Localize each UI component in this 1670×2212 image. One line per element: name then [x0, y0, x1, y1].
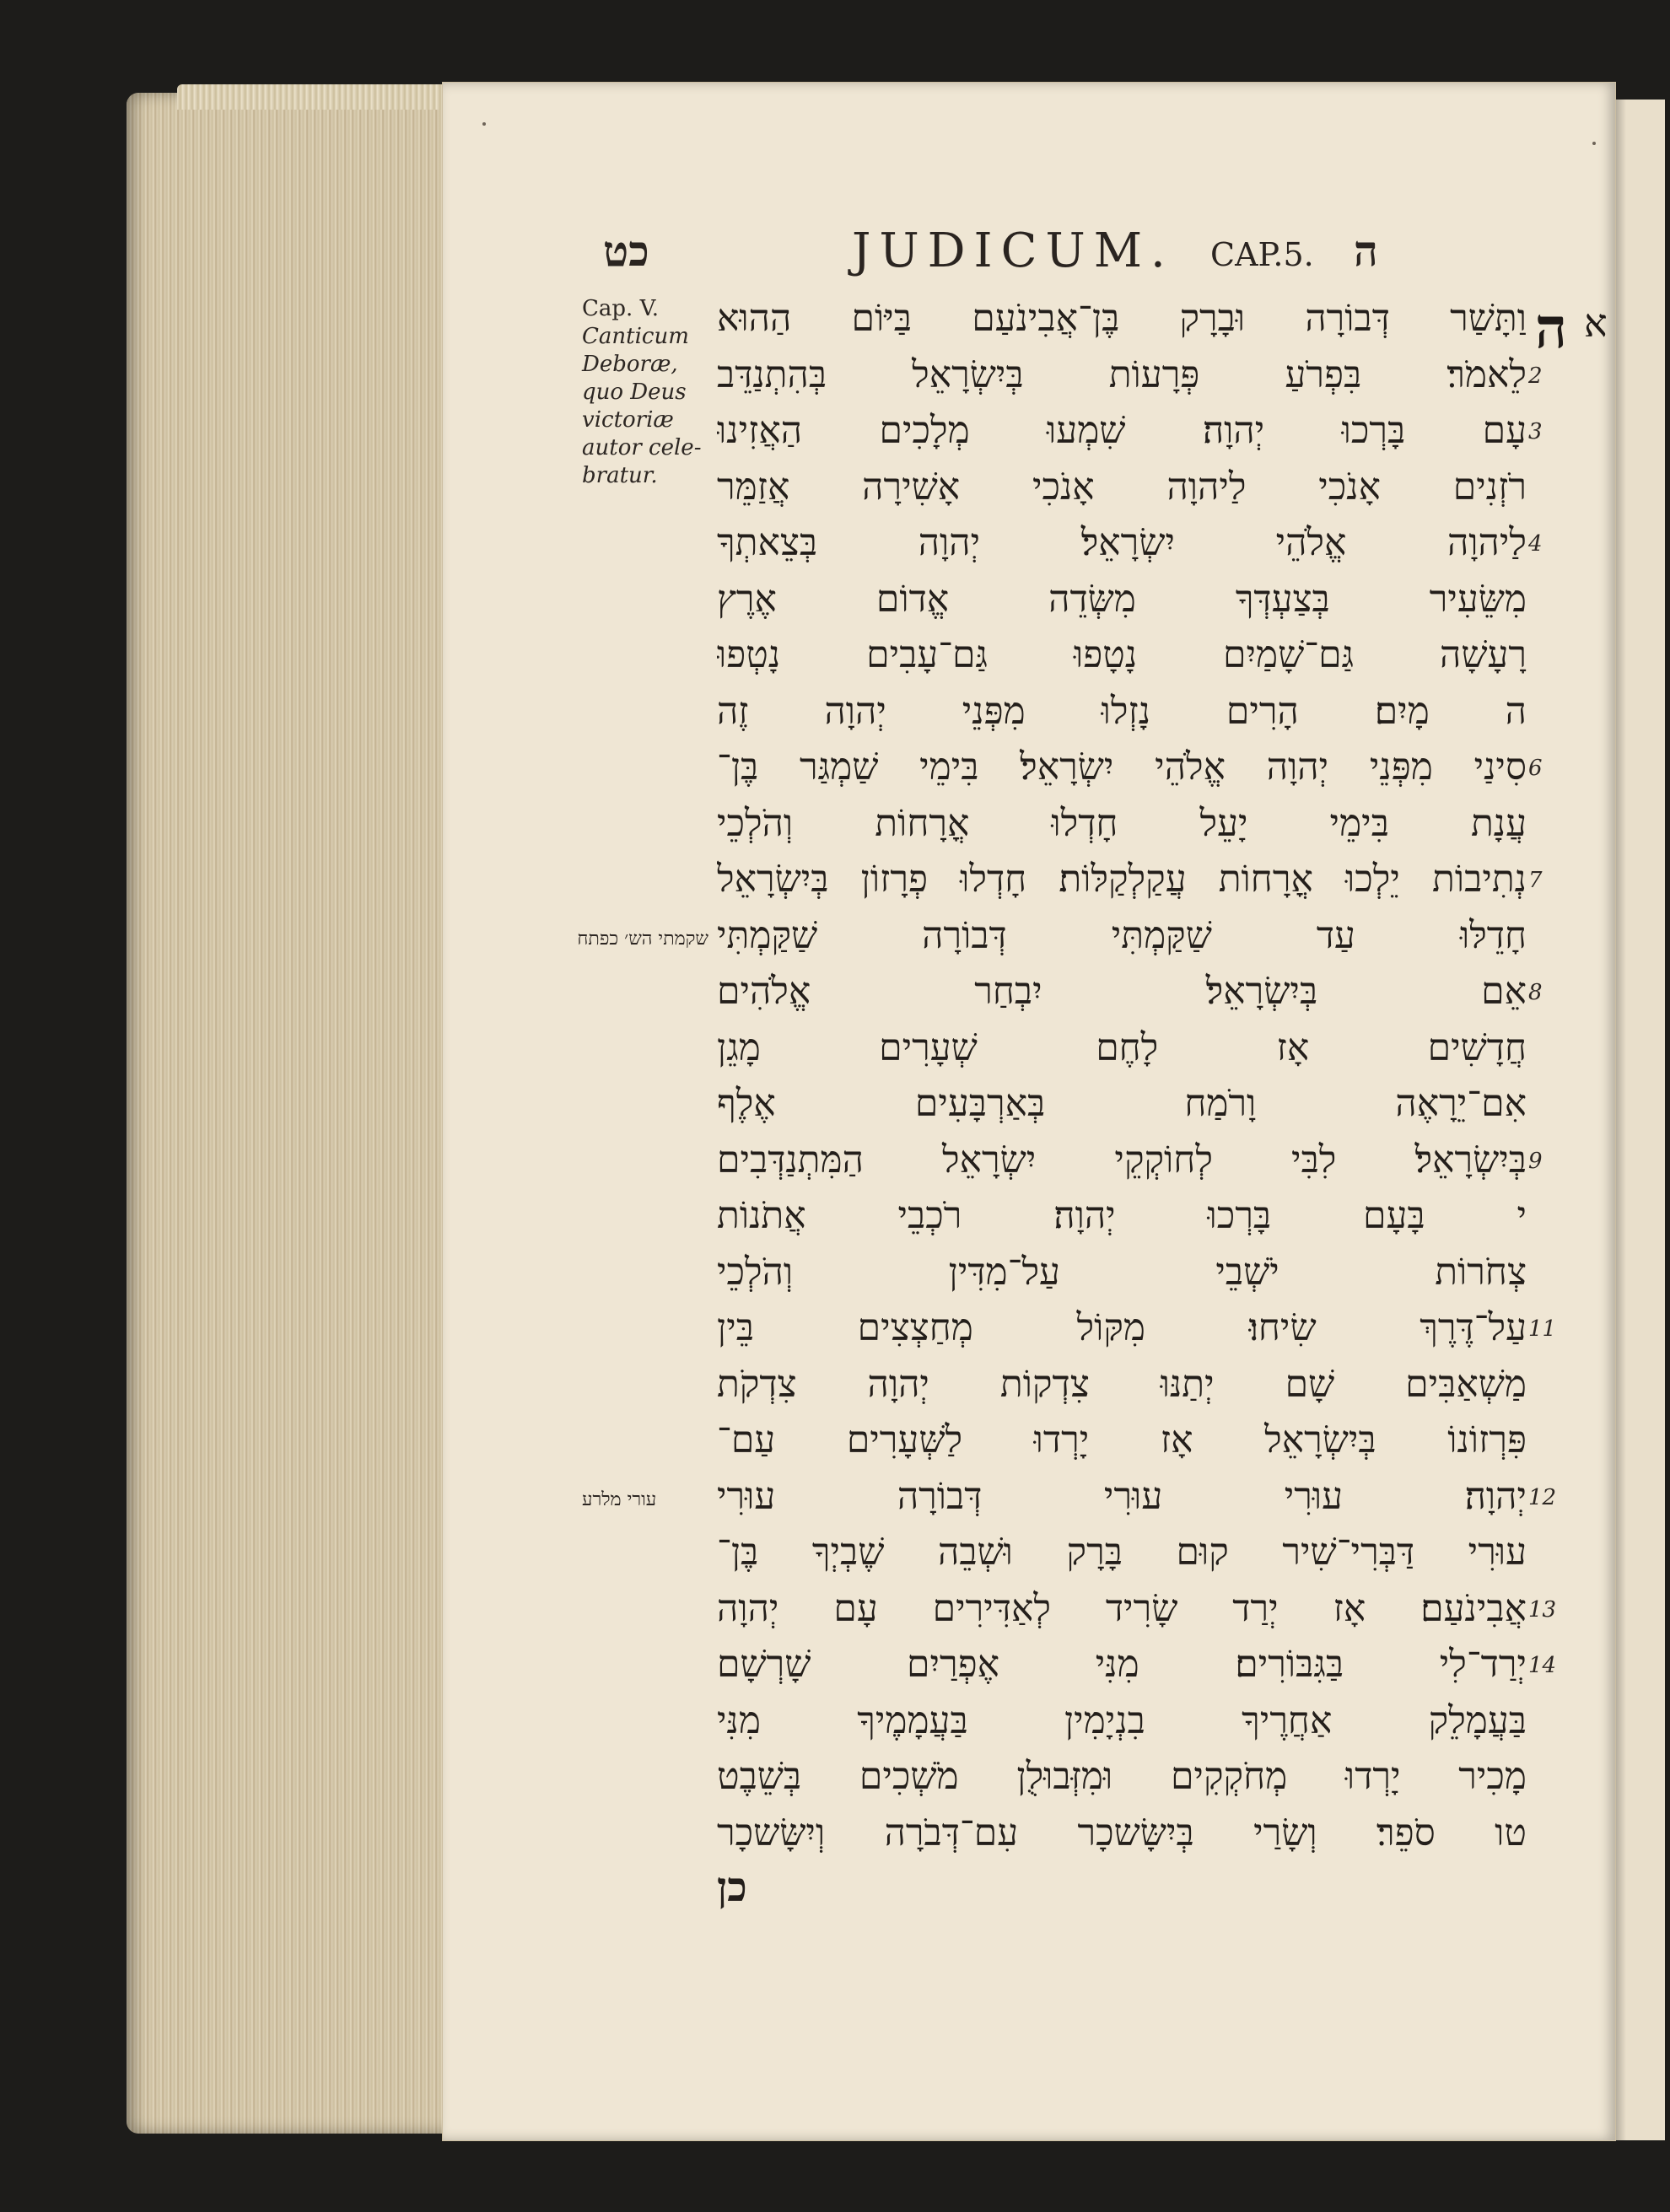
- text-line: י בָּעָם בָּרְכוּ יְהוָה׃ רֹכְבֵי אֲתֹנוֹת: [717, 1194, 1527, 1237]
- text-line: בַּעֲמָלֵק אַחֲרֶיךָ בִנְיָמִין בַּעֲמָמֶיךָ מִנִּי: [717, 1698, 1527, 1742]
- verse-number: 2: [1528, 363, 1543, 389]
- text-line: טו סֹפֵר׃ וְשָׂרַי בְּיִשָּׂשכָר עִם־דְּבֹרָה וְיִשָּׂשכָר: [717, 1811, 1527, 1854]
- chapter-letter-hebrew: ה: [1354, 226, 1378, 276]
- margin-line: Canticum: [582, 324, 689, 349]
- text-line: מַשְׁאַבִּים שָׁם יְתַנּוּ צִדְקוֹת יְהוָה צִדְקֹת: [717, 1362, 1527, 1406]
- verse-number: 6: [1528, 756, 1543, 781]
- text-line: לַיהוָה אֱלֹהֵי יִשְׂרָאֵל׃ יְהוָה בְּצֵאתְךָ: [717, 521, 1527, 564]
- margin-line: autor cele-: [582, 435, 702, 460]
- text-line: חָדֵלּוּ עַד שַׁקַּמְתִּי דְּבוֹרָה שַׁקַּמְתִּי: [717, 913, 1527, 957]
- verse-number: 3: [1528, 419, 1543, 444]
- running-title: JUDICUM.: [852, 223, 1174, 278]
- folio-number-hebrew: כט: [603, 226, 649, 276]
- text-line: עָם בָּרְכוּ יְהוָה׃ שִׁמְעוּ מְלָכִים הַאֲזִינוּ: [717, 409, 1527, 452]
- facing-page-edge: [1613, 100, 1665, 2140]
- text-line: חֲדָשִׁים אָז לָחֶם שְׁעָרִים מָגֵן: [717, 1025, 1527, 1069]
- verse-number: 4: [1528, 531, 1543, 557]
- text-line: רֹזְנִים אָנֹכִי לַיהוָה אָנֹכִי אָשִׁירָה אֲזַמֵּר: [717, 465, 1527, 509]
- text-line: סִינַי מִפְּנֵי יְהוָה אֱלֹהֵי יִשְׂרָאֵל׃ בִּימֵי שַׁמְגַּר בֶּן־: [717, 745, 1527, 788]
- text-line: ה מָיִם׃ הָרִים נָזְלוּ מִפְּנֵי יְהוָה זֶה: [717, 689, 1527, 733]
- text-line: מָכִיר יָרְדוּ מְחֹקְקִים וּמִזְּבוּלֻן מֹשְׁכִים בְּשֵׁבֶט: [717, 1755, 1527, 1798]
- ink-speck: [1592, 142, 1596, 145]
- verse-number: 14: [1528, 1653, 1557, 1678]
- text-line: אִם־יֵרָאֶה וָרֹמַח בְּאַרְבָּעִים אֶלֶף: [717, 1082, 1527, 1125]
- latin-margin-summary: [582, 295, 717, 490]
- verse-number: 11: [1528, 1316, 1557, 1342]
- text-line: לֵאמֹר׃ בִּפְרֹעַ פְּרָעוֹת בְּיִשְׂרָאֵל בְּהִתְנַדֵּב: [717, 353, 1527, 396]
- text-line: וַתָּשַׁר דְּבוֹרָה וּבָרָק בֶּן־אֲבִינֹעַם בַּיּוֹם הַהוּא: [717, 297, 1527, 340]
- chapter-label: CAP.5.: [1210, 236, 1314, 273]
- verse-number: 7: [1528, 868, 1543, 893]
- verse-one-marker: א: [1584, 300, 1608, 346]
- text-line: אֲבִינֹעַם׃ אָז יְרַד שָׂרִיד לְאַדִּירִים עָם יְהוָה: [717, 1586, 1527, 1630]
- page-edges: [127, 93, 455, 2134]
- margin-line: Deboræ,: [582, 352, 678, 377]
- text-line: מִשֵּׂעִיר בְּצַעְדְּךָ מִשְּׂדֵה אֱדוֹם אֶרֶץ: [717, 577, 1527, 621]
- margin-line: victoriæ: [582, 407, 674, 433]
- text-line: עוּרִי דַּבְּרִי־שִׁיר קוּם בָּרָק וּשְׁבֵה שֶׁבְיְךָ בֶּן־: [717, 1531, 1527, 1574]
- ink-speck: [482, 122, 486, 126]
- text-line: עֲנָת בִּימֵי יָעֵל חָדְלוּ אֳרָחוֹת וְהֹלְכֵי: [717, 801, 1527, 845]
- text-line: יְהוָה׃ עוּרִי עוּרִי דְּבוֹרָה עוּרִי: [717, 1474, 1527, 1518]
- text-line: עַל־דֶּרֶךְ שִׂיחוּ׃ מִקּוֹל מְחַצְצִים בֵּין: [717, 1306, 1527, 1349]
- marginal-reading: עורי מלרע: [582, 1488, 657, 1510]
- text-line: בְּיִשְׂרָאֵל׃ לִבִּי לְחוֹקְקֵי יִשְׂרָאֵל הַמִּתְנַדְּבִים: [717, 1138, 1527, 1181]
- catchword: כן: [717, 1864, 747, 1911]
- margin-chapter-lead: Cap. V.: [582, 296, 660, 321]
- text-line: יְרַד־לִי בַּגִּבּוֹרִים׃ מִנִּי אֶפְרַיִם שָׁרְשָׁם: [717, 1643, 1527, 1686]
- text-line: נְתִיבוֹת יֵלְכוּ אֳרָחוֹת עֲקַלְקַלּוֹת׃ חָדְלוּ פְרָזוֹן בְּיִשְׂרָאֵל: [717, 858, 1527, 901]
- text-line: צְחֹרוֹת יֹשְׁבֵי עַל־מִדִּין וְהֹלְכֵי: [717, 1250, 1527, 1294]
- verse-number: 8: [1528, 980, 1543, 1005]
- margin-line: bratur.: [582, 463, 658, 488]
- drop-letter: ה: [1535, 295, 1567, 361]
- margin-line: quo Deus: [582, 379, 687, 405]
- verse-number: 13: [1528, 1596, 1557, 1623]
- text-line: אֵם בְּיִשְׂרָאֵל׃ יִבְחַר אֱלֹהִים: [717, 970, 1527, 1013]
- marginal-reading: שקמתי הש׳ כפתח: [577, 928, 708, 950]
- verse-number: 12: [1528, 1484, 1557, 1510]
- text-line: פִּרְזוֹנוֹ בְּיִשְׂרָאֵל אָז יָרְדוּ לַשְּׁעָרִים עַם־: [717, 1418, 1527, 1461]
- verse-number: 9: [1528, 1148, 1543, 1174]
- text-line: רָעָשָׁה גַּם־שָׁמַיִם נָטָפוּ גַּם־עָבִים נָטְפוּ: [717, 633, 1527, 676]
